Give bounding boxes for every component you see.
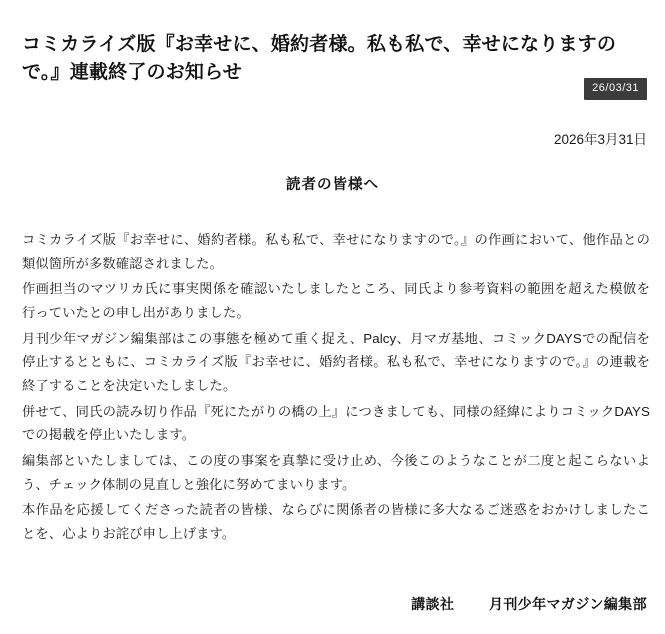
date-badge: 26/03/31: [584, 78, 647, 100]
signature-department: 月刊少年マガジン編集部: [488, 596, 647, 612]
signature: [411, 594, 647, 614]
salutation-heading: 読者の皆様へ: [286, 177, 379, 193]
publication-date: 2026年3月31日: [553, 132, 647, 147]
body-paragraph: 月刊少年マガジン編集部はこの事態を極めて重く捉え、Palcy、月マガ基地、コミックDAYSでの配信を停止するとともに、コミカライズ版『お幸せに、婚約者様。私も私で、幸せになりますので。』の連載を終了することを決定いたしました。: [22, 330, 650, 393]
body-paragraph: コミカライズ版『お幸せに、婚約者様。私も私で、幸せになりますので。』の作画において、他作品との類似箇所が多数確認されました。: [22, 232, 650, 271]
body-paragraph: 作画担当のマツリカ氏に事実関係を確認いたしましたところ、同氏より参考資料の範囲を超えた模倣を行っていたとの申し出がありました。: [22, 281, 650, 320]
body-paragraph: 本作品を応援してくださった読者の皆様、ならびに関係者の皆様に多大なるご迷惑をおかけしましたことを、心よりお詫び申し上げます。: [22, 502, 650, 541]
page-title: コミカライズ版『お幸せに、婚約者様。私も私で、幸せになりますので。』連載終了のお知らせ: [22, 33, 617, 84]
signature-publisher: 講談社: [411, 596, 455, 612]
body-paragraph: 編集部といたしましては、この度の事案を真摯に受け止め、今後このようなことが二度と起こらないよう、チェック体制の見直しと強化に努めてまいります。: [22, 452, 650, 492]
body-paragraph: 併せて、同氏の読み切り作品『死にたがりの橋の上』につきましても、同様の経緯によりコミックDAYSでの掲載を停止いたします。: [22, 403, 650, 443]
notice-body: [22, 228, 650, 548]
